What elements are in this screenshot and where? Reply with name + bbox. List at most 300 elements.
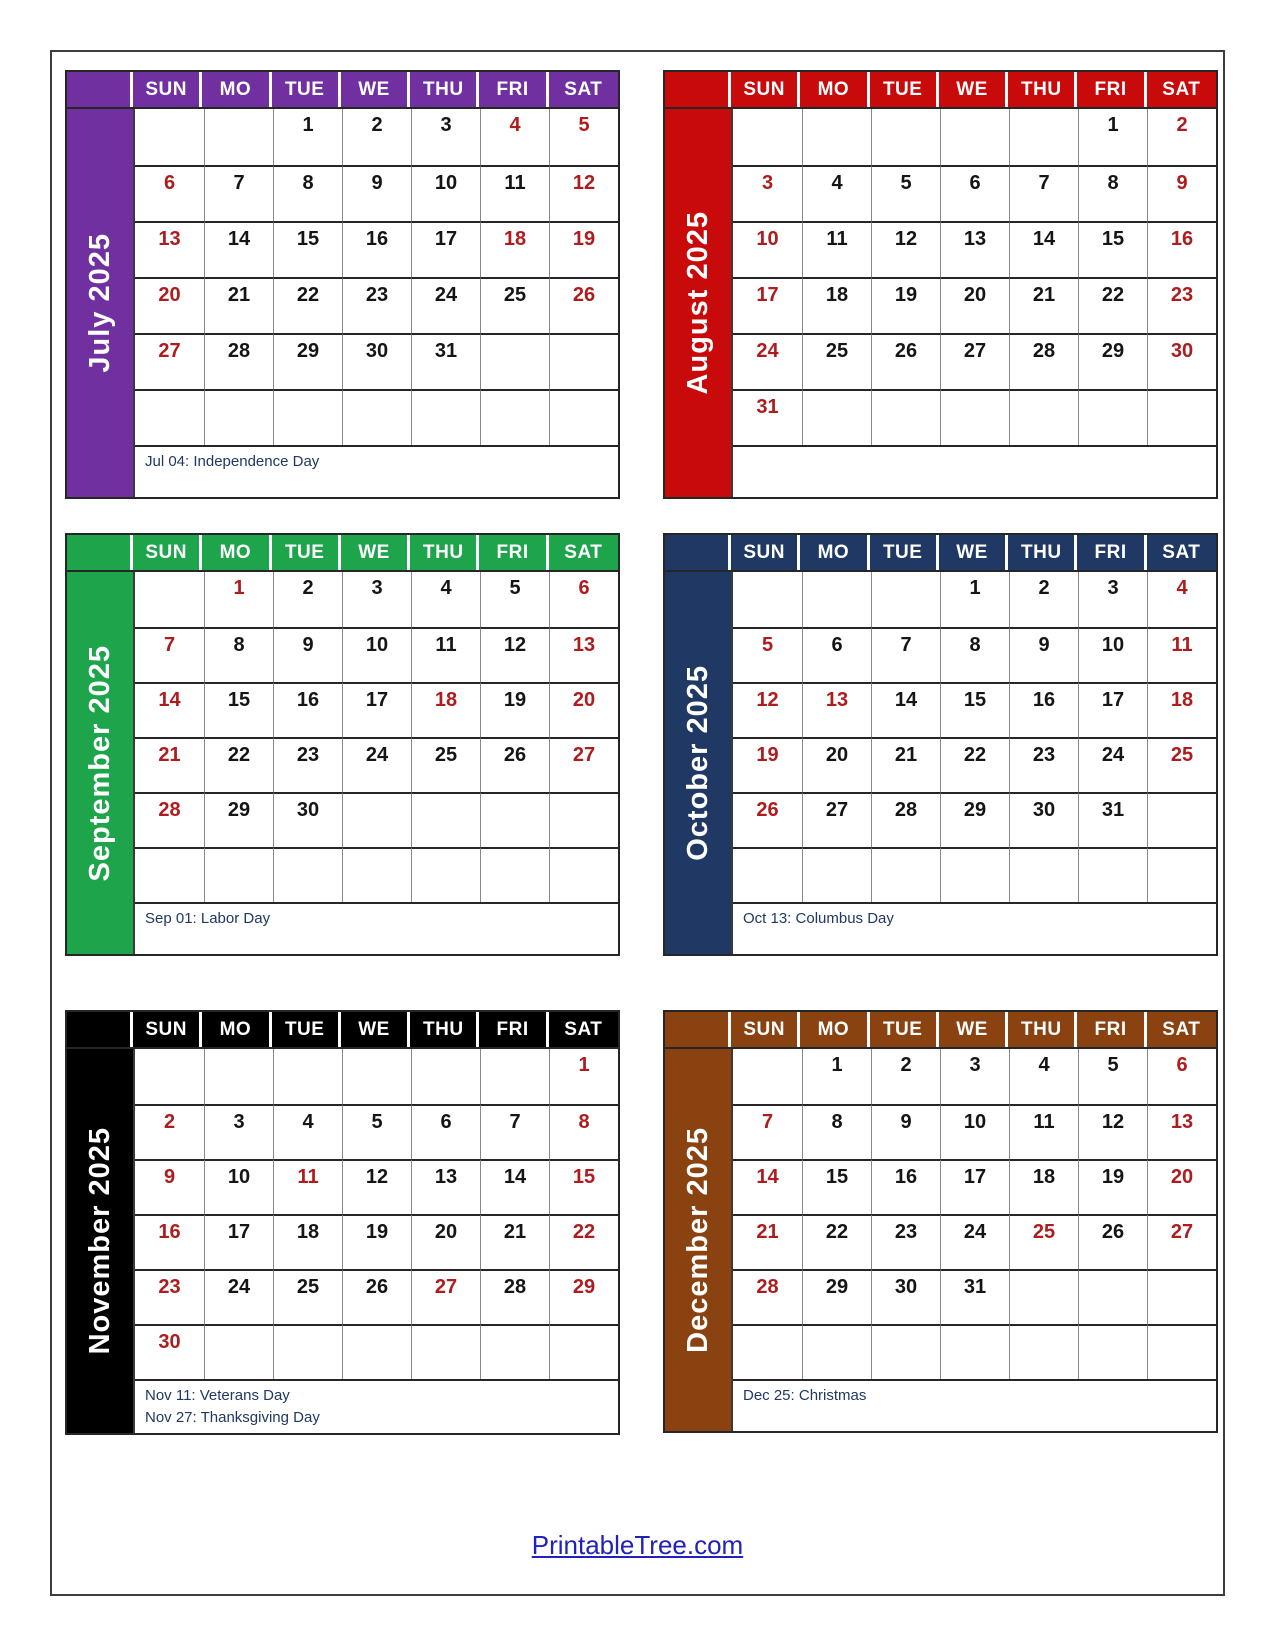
day-cell-20: 20 bbox=[549, 682, 618, 737]
day-cell-26: 26 bbox=[871, 333, 940, 389]
holiday-note-area bbox=[135, 1379, 618, 1433]
day-cell-26: 26 bbox=[1078, 1214, 1147, 1269]
day-cell-empty bbox=[135, 109, 204, 165]
day-cell-5: 5 bbox=[871, 165, 940, 221]
day-cell-empty bbox=[940, 1324, 1009, 1379]
day-cell-13: 13 bbox=[135, 221, 204, 277]
day-cell-8: 8 bbox=[940, 627, 1009, 682]
weekday-header-mo: MO bbox=[800, 1012, 869, 1047]
weekday-header-tue: TUE bbox=[870, 535, 939, 570]
month-body bbox=[67, 1047, 618, 1433]
weekday-header-sat: SAT bbox=[1147, 535, 1216, 570]
day-cell-29: 29 bbox=[204, 792, 273, 847]
day-cell-31: 31 bbox=[1078, 792, 1147, 847]
day-cell-empty bbox=[411, 389, 480, 445]
day-cell-27: 27 bbox=[135, 333, 204, 389]
weekday-header-sun: SUN bbox=[133, 1012, 202, 1047]
day-cell-19: 19 bbox=[480, 682, 549, 737]
day-cell-26: 26 bbox=[342, 1269, 411, 1324]
day-cell-empty bbox=[802, 572, 871, 627]
day-cell-10: 10 bbox=[411, 165, 480, 221]
day-cell-17: 17 bbox=[411, 221, 480, 277]
month-grid-area bbox=[135, 1049, 618, 1433]
day-cell-10: 10 bbox=[204, 1159, 273, 1214]
day-cell-10: 10 bbox=[733, 221, 802, 277]
day-cell-1: 1 bbox=[802, 1049, 871, 1104]
day-cell-5: 5 bbox=[342, 1104, 411, 1159]
day-cell-22: 22 bbox=[940, 737, 1009, 792]
day-cell-24: 24 bbox=[940, 1214, 1009, 1269]
weekday-header-we: WE bbox=[341, 1012, 410, 1047]
day-cell-empty bbox=[480, 389, 549, 445]
month-sidebar bbox=[67, 572, 135, 954]
day-cell-12: 12 bbox=[342, 1159, 411, 1214]
day-cell-16: 16 bbox=[273, 682, 342, 737]
day-cell-empty bbox=[940, 389, 1009, 445]
day-cell-13: 13 bbox=[549, 627, 618, 682]
day-cell-2: 2 bbox=[273, 572, 342, 627]
weekday-header-sun: SUN bbox=[133, 535, 202, 570]
month-grid-area bbox=[733, 1049, 1216, 1431]
day-cell-20: 20 bbox=[135, 277, 204, 333]
day-cell-13: 13 bbox=[802, 682, 871, 737]
month-grid-area bbox=[135, 109, 618, 497]
day-cell-30: 30 bbox=[1009, 792, 1078, 847]
day-cell-6: 6 bbox=[135, 165, 204, 221]
day-cell-9: 9 bbox=[1147, 165, 1216, 221]
day-cell-17: 17 bbox=[1078, 682, 1147, 737]
day-cell-18: 18 bbox=[273, 1214, 342, 1269]
month-calendar bbox=[663, 70, 1218, 499]
day-cell-24: 24 bbox=[342, 737, 411, 792]
weekday-header-sat: SAT bbox=[549, 1012, 618, 1047]
day-cell-4: 4 bbox=[480, 109, 549, 165]
month-title: October 2025 bbox=[681, 665, 714, 861]
day-cell-21: 21 bbox=[1009, 277, 1078, 333]
weekday-header-fri: FRI bbox=[479, 1012, 548, 1047]
day-cell-19: 19 bbox=[871, 277, 940, 333]
day-grid bbox=[733, 109, 1216, 445]
day-cell-6: 6 bbox=[802, 627, 871, 682]
day-cell-16: 16 bbox=[1009, 682, 1078, 737]
day-cell-6: 6 bbox=[940, 165, 1009, 221]
day-cell-10: 10 bbox=[342, 627, 411, 682]
day-cell-empty bbox=[733, 572, 802, 627]
month-sidebar bbox=[665, 109, 733, 497]
day-cell-11: 11 bbox=[802, 221, 871, 277]
day-cell-3: 3 bbox=[342, 572, 411, 627]
header-corner bbox=[67, 1012, 133, 1047]
day-cell-5: 5 bbox=[733, 627, 802, 682]
weekday-header-mo: MO bbox=[202, 72, 271, 107]
day-cell-empty bbox=[273, 1324, 342, 1379]
day-cell-14: 14 bbox=[480, 1159, 549, 1214]
day-cell-9: 9 bbox=[342, 165, 411, 221]
day-cell-20: 20 bbox=[411, 1214, 480, 1269]
month-sidebar bbox=[665, 572, 733, 954]
day-cell-empty bbox=[204, 389, 273, 445]
day-cell-6: 6 bbox=[549, 572, 618, 627]
weekday-header-sun: SUN bbox=[731, 535, 800, 570]
day-cell-19: 19 bbox=[733, 737, 802, 792]
day-cell-18: 18 bbox=[802, 277, 871, 333]
day-cell-1: 1 bbox=[1078, 109, 1147, 165]
footer-link[interactable]: PrintableTree.com bbox=[531, 1530, 744, 1560]
day-cell-empty bbox=[342, 1324, 411, 1379]
weekday-header-sun: SUN bbox=[731, 1012, 800, 1047]
month-sidebar bbox=[665, 1049, 733, 1431]
day-cell-23: 23 bbox=[871, 1214, 940, 1269]
day-cell-empty bbox=[480, 1049, 549, 1104]
weekday-header-fri: FRI bbox=[1077, 1012, 1146, 1047]
month-body bbox=[67, 570, 618, 954]
day-cell-4: 4 bbox=[802, 165, 871, 221]
day-cell-28: 28 bbox=[1009, 333, 1078, 389]
day-cell-7: 7 bbox=[135, 627, 204, 682]
day-cell-8: 8 bbox=[802, 1104, 871, 1159]
day-cell-22: 22 bbox=[549, 1214, 618, 1269]
day-cell-3: 3 bbox=[204, 1104, 273, 1159]
day-cell-5: 5 bbox=[1078, 1049, 1147, 1104]
day-cell-2: 2 bbox=[342, 109, 411, 165]
holiday-note-area bbox=[135, 445, 618, 497]
weekday-header-row bbox=[67, 1012, 618, 1047]
day-cell-empty bbox=[1009, 1269, 1078, 1324]
day-cell-17: 17 bbox=[342, 682, 411, 737]
day-cell-empty bbox=[135, 389, 204, 445]
day-cell-28: 28 bbox=[733, 1269, 802, 1324]
day-cell-empty bbox=[480, 333, 549, 389]
month-calendar bbox=[663, 1010, 1218, 1433]
weekday-header-tue: TUE bbox=[272, 535, 341, 570]
day-cell-23: 23 bbox=[1147, 277, 1216, 333]
day-cell-18: 18 bbox=[480, 221, 549, 277]
day-cell-empty bbox=[1147, 1324, 1216, 1379]
day-cell-30: 30 bbox=[1147, 333, 1216, 389]
day-cell-empty bbox=[273, 1049, 342, 1104]
day-cell-13: 13 bbox=[1147, 1104, 1216, 1159]
day-cell-15: 15 bbox=[549, 1159, 618, 1214]
day-cell-3: 3 bbox=[1078, 572, 1147, 627]
day-cell-29: 29 bbox=[1078, 333, 1147, 389]
day-cell-empty bbox=[411, 847, 480, 902]
day-cell-empty bbox=[802, 389, 871, 445]
day-cell-empty bbox=[480, 847, 549, 902]
weekday-header-fri: FRI bbox=[479, 72, 548, 107]
day-cell-11: 11 bbox=[273, 1159, 342, 1214]
month-title: August 2025 bbox=[681, 211, 714, 395]
day-cell-empty bbox=[204, 847, 273, 902]
day-cell-6: 6 bbox=[1147, 1049, 1216, 1104]
weekday-header-we: WE bbox=[939, 1012, 1008, 1047]
weekday-header-fri: FRI bbox=[479, 535, 548, 570]
month-sidebar bbox=[67, 109, 135, 497]
weekday-header-sat: SAT bbox=[1147, 72, 1216, 107]
weekday-header-row bbox=[67, 535, 618, 570]
day-cell-8: 8 bbox=[1078, 165, 1147, 221]
day-cell-19: 19 bbox=[342, 1214, 411, 1269]
day-cell-26: 26 bbox=[733, 792, 802, 847]
day-cell-empty bbox=[342, 792, 411, 847]
day-cell-23: 23 bbox=[135, 1269, 204, 1324]
day-cell-14: 14 bbox=[733, 1159, 802, 1214]
month-body bbox=[665, 1047, 1216, 1431]
day-cell-20: 20 bbox=[940, 277, 1009, 333]
day-cell-7: 7 bbox=[871, 627, 940, 682]
weekday-header-thu: THU bbox=[410, 72, 479, 107]
day-cell-18: 18 bbox=[1009, 1159, 1078, 1214]
day-grid bbox=[733, 1049, 1216, 1379]
weekday-header-fri: FRI bbox=[1077, 535, 1146, 570]
day-cell-empty bbox=[204, 1324, 273, 1379]
weekday-header-tue: TUE bbox=[272, 72, 341, 107]
day-cell-13: 13 bbox=[411, 1159, 480, 1214]
day-cell-empty bbox=[802, 1324, 871, 1379]
day-cell-16: 16 bbox=[342, 221, 411, 277]
day-cell-5: 5 bbox=[480, 572, 549, 627]
weekday-header-row bbox=[665, 1012, 1216, 1047]
day-cell-empty bbox=[411, 792, 480, 847]
day-cell-24: 24 bbox=[204, 1269, 273, 1324]
page-frame bbox=[50, 50, 1225, 1596]
day-cell-16: 16 bbox=[1147, 221, 1216, 277]
day-cell-empty bbox=[273, 847, 342, 902]
day-cell-12: 12 bbox=[480, 627, 549, 682]
weekday-header-mo: MO bbox=[800, 535, 869, 570]
day-cell-1: 1 bbox=[549, 1049, 618, 1104]
weekday-header-fri: FRI bbox=[1077, 72, 1146, 107]
day-cell-empty bbox=[549, 792, 618, 847]
day-cell-empty bbox=[802, 109, 871, 165]
day-cell-22: 22 bbox=[802, 1214, 871, 1269]
day-cell-empty bbox=[480, 792, 549, 847]
holiday-note: Oct 13: Columbus Day bbox=[743, 910, 894, 927]
day-cell-15: 15 bbox=[1078, 221, 1147, 277]
day-cell-empty bbox=[480, 1324, 549, 1379]
month-calendar bbox=[65, 1010, 620, 1435]
day-cell-15: 15 bbox=[940, 682, 1009, 737]
month-sidebar bbox=[67, 1049, 135, 1433]
day-cell-empty bbox=[411, 1324, 480, 1379]
day-cell-empty bbox=[135, 572, 204, 627]
day-grid bbox=[135, 572, 618, 902]
month-body bbox=[665, 107, 1216, 497]
day-cell-empty bbox=[549, 333, 618, 389]
day-cell-15: 15 bbox=[802, 1159, 871, 1214]
day-cell-22: 22 bbox=[273, 277, 342, 333]
weekday-header-sat: SAT bbox=[549, 72, 618, 107]
day-cell-empty bbox=[733, 1049, 802, 1104]
day-cell-empty bbox=[733, 847, 802, 902]
day-cell-19: 19 bbox=[549, 221, 618, 277]
day-cell-empty bbox=[871, 1324, 940, 1379]
weekday-header-sun: SUN bbox=[133, 72, 202, 107]
holiday-note-area bbox=[733, 445, 1216, 497]
month-title: July 2025 bbox=[83, 233, 116, 373]
weekday-header-tue: TUE bbox=[870, 72, 939, 107]
day-cell-3: 3 bbox=[411, 109, 480, 165]
day-cell-empty bbox=[802, 847, 871, 902]
day-cell-11: 11 bbox=[1009, 1104, 1078, 1159]
day-cell-17: 17 bbox=[733, 277, 802, 333]
day-cell-empty bbox=[1078, 389, 1147, 445]
day-cell-8: 8 bbox=[273, 165, 342, 221]
header-corner bbox=[67, 72, 133, 107]
day-cell-20: 20 bbox=[1147, 1159, 1216, 1214]
weekday-header-thu: THU bbox=[410, 535, 479, 570]
weekday-header-tue: TUE bbox=[272, 1012, 341, 1047]
month-grid-area bbox=[733, 109, 1216, 497]
header-corner bbox=[665, 535, 731, 570]
day-cell-empty bbox=[871, 109, 940, 165]
day-cell-7: 7 bbox=[1009, 165, 1078, 221]
month-body bbox=[665, 570, 1216, 954]
month-calendar bbox=[65, 70, 620, 499]
day-cell-2: 2 bbox=[1147, 109, 1216, 165]
page-footer bbox=[52, 1530, 1223, 1561]
day-cell-25: 25 bbox=[411, 737, 480, 792]
day-cell-9: 9 bbox=[135, 1159, 204, 1214]
day-cell-25: 25 bbox=[273, 1269, 342, 1324]
day-cell-28: 28 bbox=[871, 792, 940, 847]
day-cell-3: 3 bbox=[733, 165, 802, 221]
day-cell-14: 14 bbox=[204, 221, 273, 277]
day-cell-30: 30 bbox=[273, 792, 342, 847]
day-cell-25: 25 bbox=[480, 277, 549, 333]
day-cell-empty bbox=[1078, 1269, 1147, 1324]
day-cell-28: 28 bbox=[135, 792, 204, 847]
day-cell-11: 11 bbox=[1147, 627, 1216, 682]
holiday-note-area bbox=[135, 902, 618, 954]
holiday-note: Dec 25: Christmas bbox=[743, 1387, 867, 1404]
month-body bbox=[67, 107, 618, 497]
day-cell-empty bbox=[1009, 109, 1078, 165]
weekday-header-mo: MO bbox=[800, 72, 869, 107]
month-calendar bbox=[663, 533, 1218, 956]
day-cell-empty bbox=[1147, 792, 1216, 847]
day-cell-empty bbox=[135, 1049, 204, 1104]
holiday-note: Sep 01: Labor Day bbox=[145, 910, 271, 927]
day-cell-1: 1 bbox=[273, 109, 342, 165]
day-cell-21: 21 bbox=[871, 737, 940, 792]
day-cell-7: 7 bbox=[480, 1104, 549, 1159]
day-cell-14: 14 bbox=[871, 682, 940, 737]
day-cell-9: 9 bbox=[1009, 627, 1078, 682]
holiday-note-area bbox=[733, 1379, 1216, 1431]
day-cell-empty bbox=[1147, 1269, 1216, 1324]
day-cell-2: 2 bbox=[135, 1104, 204, 1159]
day-cell-empty bbox=[549, 389, 618, 445]
weekday-header-mo: MO bbox=[202, 1012, 271, 1047]
day-cell-2: 2 bbox=[1009, 572, 1078, 627]
day-cell-27: 27 bbox=[802, 792, 871, 847]
header-corner bbox=[665, 72, 731, 107]
day-cell-1: 1 bbox=[204, 572, 273, 627]
weekday-header-we: WE bbox=[341, 72, 410, 107]
day-cell-9: 9 bbox=[273, 627, 342, 682]
day-cell-10: 10 bbox=[1078, 627, 1147, 682]
day-cell-29: 29 bbox=[273, 333, 342, 389]
day-cell-21: 21 bbox=[135, 737, 204, 792]
day-cell-26: 26 bbox=[480, 737, 549, 792]
day-cell-12: 12 bbox=[1078, 1104, 1147, 1159]
day-cell-8: 8 bbox=[204, 627, 273, 682]
holiday-note: Nov 11: Veterans Day bbox=[145, 1387, 290, 1404]
day-cell-15: 15 bbox=[273, 221, 342, 277]
day-cell-16: 16 bbox=[871, 1159, 940, 1214]
day-cell-30: 30 bbox=[342, 333, 411, 389]
day-cell-empty bbox=[1009, 847, 1078, 902]
day-cell-empty bbox=[342, 847, 411, 902]
day-cell-29: 29 bbox=[802, 1269, 871, 1324]
day-cell-empty bbox=[1147, 389, 1216, 445]
day-cell-18: 18 bbox=[1147, 682, 1216, 737]
day-cell-12: 12 bbox=[733, 682, 802, 737]
day-cell-20: 20 bbox=[802, 737, 871, 792]
day-cell-empty bbox=[871, 847, 940, 902]
weekday-header-sun: SUN bbox=[731, 72, 800, 107]
day-cell-23: 23 bbox=[1009, 737, 1078, 792]
day-cell-17: 17 bbox=[204, 1214, 273, 1269]
header-corner bbox=[67, 535, 133, 570]
weekday-header-we: WE bbox=[939, 72, 1008, 107]
weekday-header-row bbox=[67, 72, 618, 107]
day-cell-26: 26 bbox=[549, 277, 618, 333]
day-cell-2: 2 bbox=[871, 1049, 940, 1104]
weekday-header-we: WE bbox=[341, 535, 410, 570]
day-cell-12: 12 bbox=[871, 221, 940, 277]
day-cell-22: 22 bbox=[204, 737, 273, 792]
month-grid-area bbox=[135, 572, 618, 954]
day-cell-4: 4 bbox=[1009, 1049, 1078, 1104]
day-cell-28: 28 bbox=[480, 1269, 549, 1324]
day-cell-empty bbox=[940, 847, 1009, 902]
weekday-header-tue: TUE bbox=[870, 1012, 939, 1047]
day-cell-27: 27 bbox=[411, 1269, 480, 1324]
day-cell-3: 3 bbox=[940, 1049, 1009, 1104]
day-cell-empty bbox=[1078, 1324, 1147, 1379]
month-title: September 2025 bbox=[83, 644, 116, 882]
day-cell-empty bbox=[940, 109, 1009, 165]
month-title: November 2025 bbox=[83, 1127, 116, 1355]
header-corner bbox=[665, 1012, 731, 1047]
weekday-header-mo: MO bbox=[202, 535, 271, 570]
weekday-header-sat: SAT bbox=[549, 535, 618, 570]
weekday-header-we: WE bbox=[939, 535, 1008, 570]
day-cell-23: 23 bbox=[273, 737, 342, 792]
weekday-header-sat: SAT bbox=[1147, 1012, 1216, 1047]
day-cell-empty bbox=[871, 389, 940, 445]
holiday-note: Nov 27: Thanksgiving Day bbox=[145, 1408, 320, 1426]
day-cell-5: 5 bbox=[549, 109, 618, 165]
day-cell-10: 10 bbox=[940, 1104, 1009, 1159]
day-cell-empty bbox=[411, 1049, 480, 1104]
day-cell-7: 7 bbox=[204, 165, 273, 221]
day-cell-11: 11 bbox=[480, 165, 549, 221]
day-grid bbox=[135, 1049, 618, 1379]
day-cell-23: 23 bbox=[342, 277, 411, 333]
day-cell-14: 14 bbox=[1009, 221, 1078, 277]
weekday-header-row bbox=[665, 72, 1216, 107]
day-cell-12: 12 bbox=[549, 165, 618, 221]
day-cell-empty bbox=[1009, 389, 1078, 445]
day-cell-31: 31 bbox=[411, 333, 480, 389]
day-cell-16: 16 bbox=[135, 1214, 204, 1269]
weekday-header-thu: THU bbox=[1008, 535, 1077, 570]
day-cell-27: 27 bbox=[549, 737, 618, 792]
day-cell-empty bbox=[871, 572, 940, 627]
day-cell-21: 21 bbox=[733, 1214, 802, 1269]
